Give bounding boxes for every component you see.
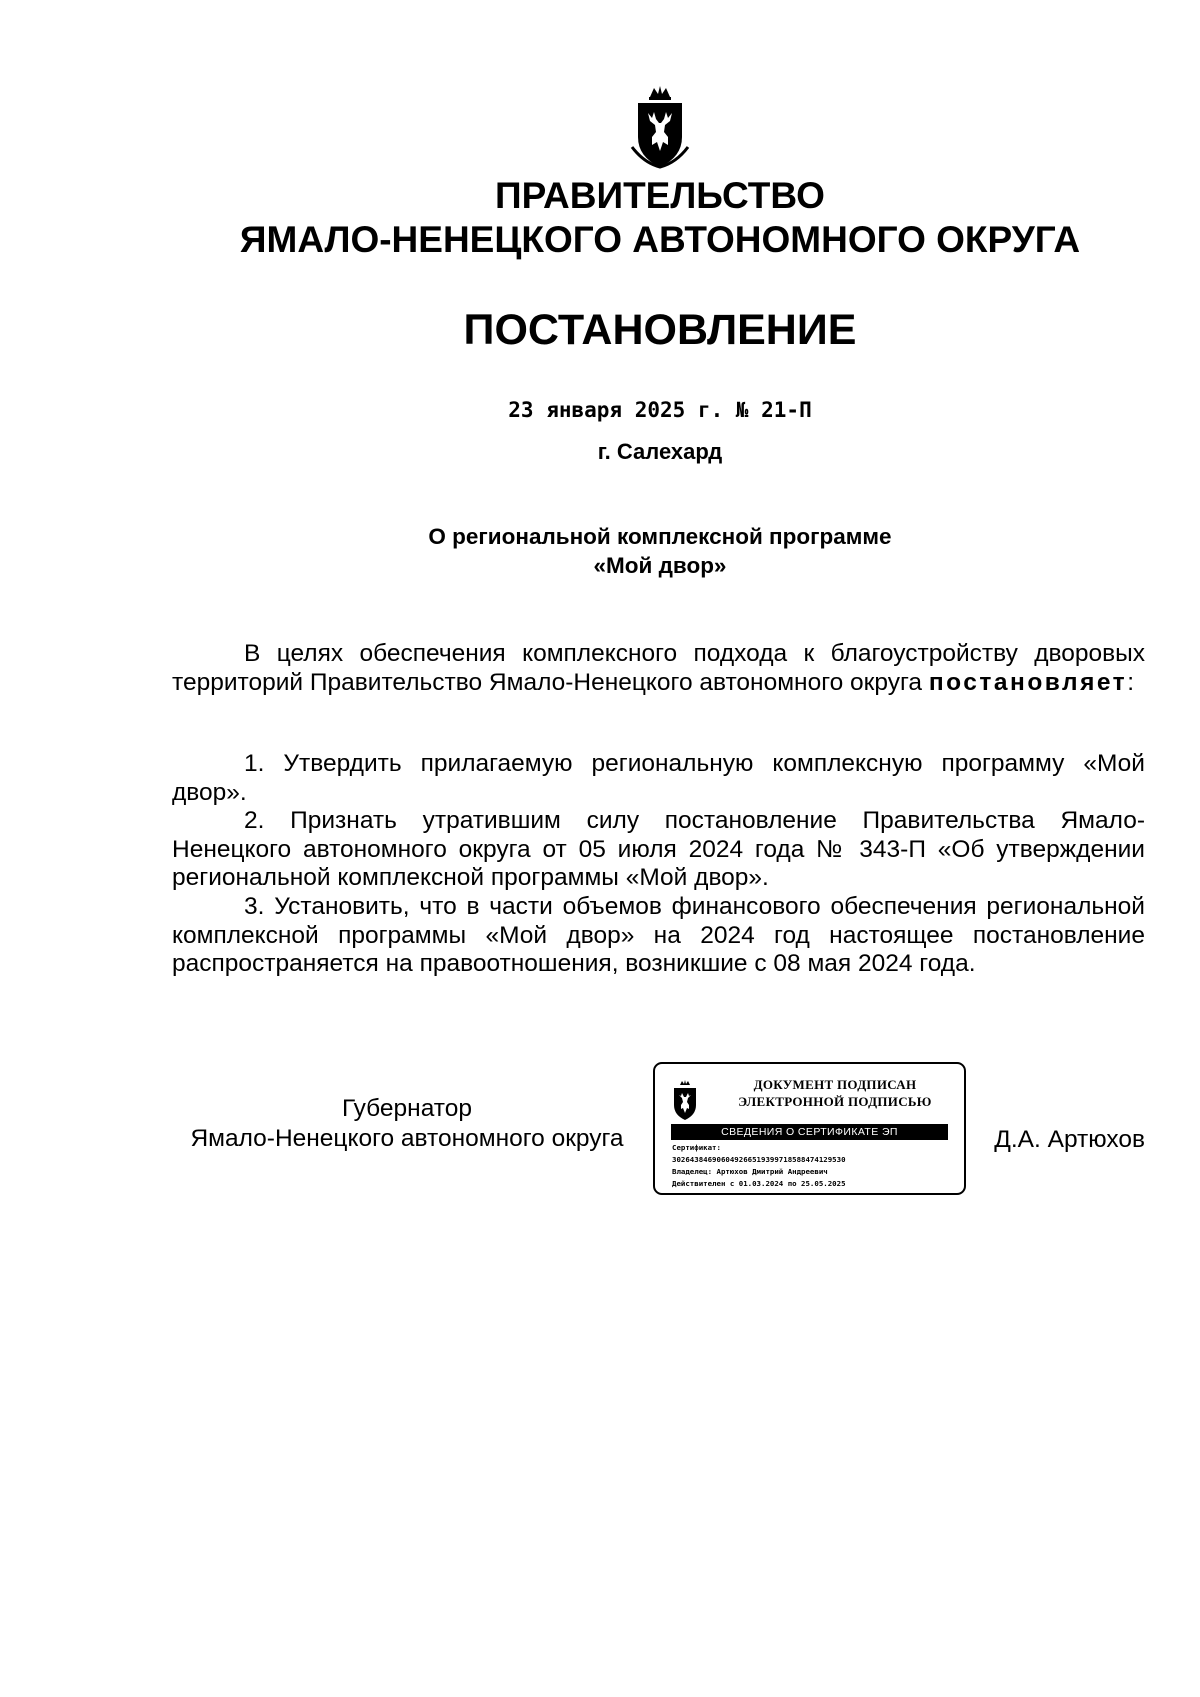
document-type: ПОСТАНОВЛЕНИЕ (463, 306, 857, 354)
subject-line1: О региональной комплексной программе (428, 524, 892, 549)
coat-of-arms-icon (671, 1080, 699, 1122)
resolution-item-2: 2. Признать утратившим силу постановление Правительства Ямало-Ненецкого автономного округа от 05 июля 2024 года № 343-П «Об утверждении региональной комплексной программы «Мой двор». (172, 807, 1145, 892)
intro-colon: : (1127, 668, 1134, 696)
document-city: г. Салехард (597, 439, 723, 464)
certificate-owner: Владелец: Артюхов Дмитрий Андреевич (672, 1167, 828, 1176)
certificate-details (672, 1142, 957, 1190)
signatory-name: Д.А. Артюхов (994, 1126, 1145, 1153)
stamp-title-line2: ЭЛЕКТРОННОЙ ПОДПИСЬЮ (738, 1094, 932, 1109)
organization-name-line1: ПРАВИТЕЛЬСТВО (495, 175, 825, 216)
subject-line2: «Мой двор» (593, 553, 727, 578)
certificate-validity: Действителен с 01.03.2024 по 25.05.2025 (672, 1179, 846, 1188)
intro-text: В целях обеспечения комплексного подхода к благоустройству дворовых территорий Правительство Ямало-Ненецкого автономного округа (172, 640, 1145, 696)
stamp-title-line1: ДОКУМЕНТ ПОДПИСАН (753, 1077, 917, 1092)
resolution-item-1: 1. Утвердить прилагаемую региональную комплексную программу «Мой двор». (172, 750, 1145, 806)
certificate-label: Сертификат: (672, 1143, 721, 1152)
signatory-title-line1: Губернатор (342, 1095, 472, 1122)
electronic-signature-stamp (653, 1062, 966, 1195)
organization-name-line2: ЯМАЛО-НЕНЕЦКОГО АВТОНОМНОГО ОКРУГА (239, 219, 1081, 260)
resolves-keyword: постановляет (928, 668, 1128, 696)
resolution-item-3: 3. Установить, что в части объемов финансового обеспечения региональной комплексной программы «Мой двор» на 2024 год настоящее постановление распространяется на правоотношения, возникшие с 08 мая 2024 года. (172, 892, 1145, 978)
resolution-items (172, 750, 1145, 979)
certificate-number: 302643846906049266519399718588474129530 (672, 1155, 846, 1164)
coat-of-arms-deer-icon (630, 85, 690, 171)
intro-paragraph (172, 640, 1145, 697)
certificate-info-bar: СВЕДЕНИЯ О СЕРТИФИКАТЕ ЭП (671, 1124, 948, 1140)
document-subject (0, 522, 1200, 580)
stamp-title (715, 1076, 955, 1110)
document-date-number: 23 января 2025 г. № 21-П (508, 398, 812, 422)
signatory-title-line2: Ямало-Ненецкого автономного округа (190, 1125, 624, 1152)
